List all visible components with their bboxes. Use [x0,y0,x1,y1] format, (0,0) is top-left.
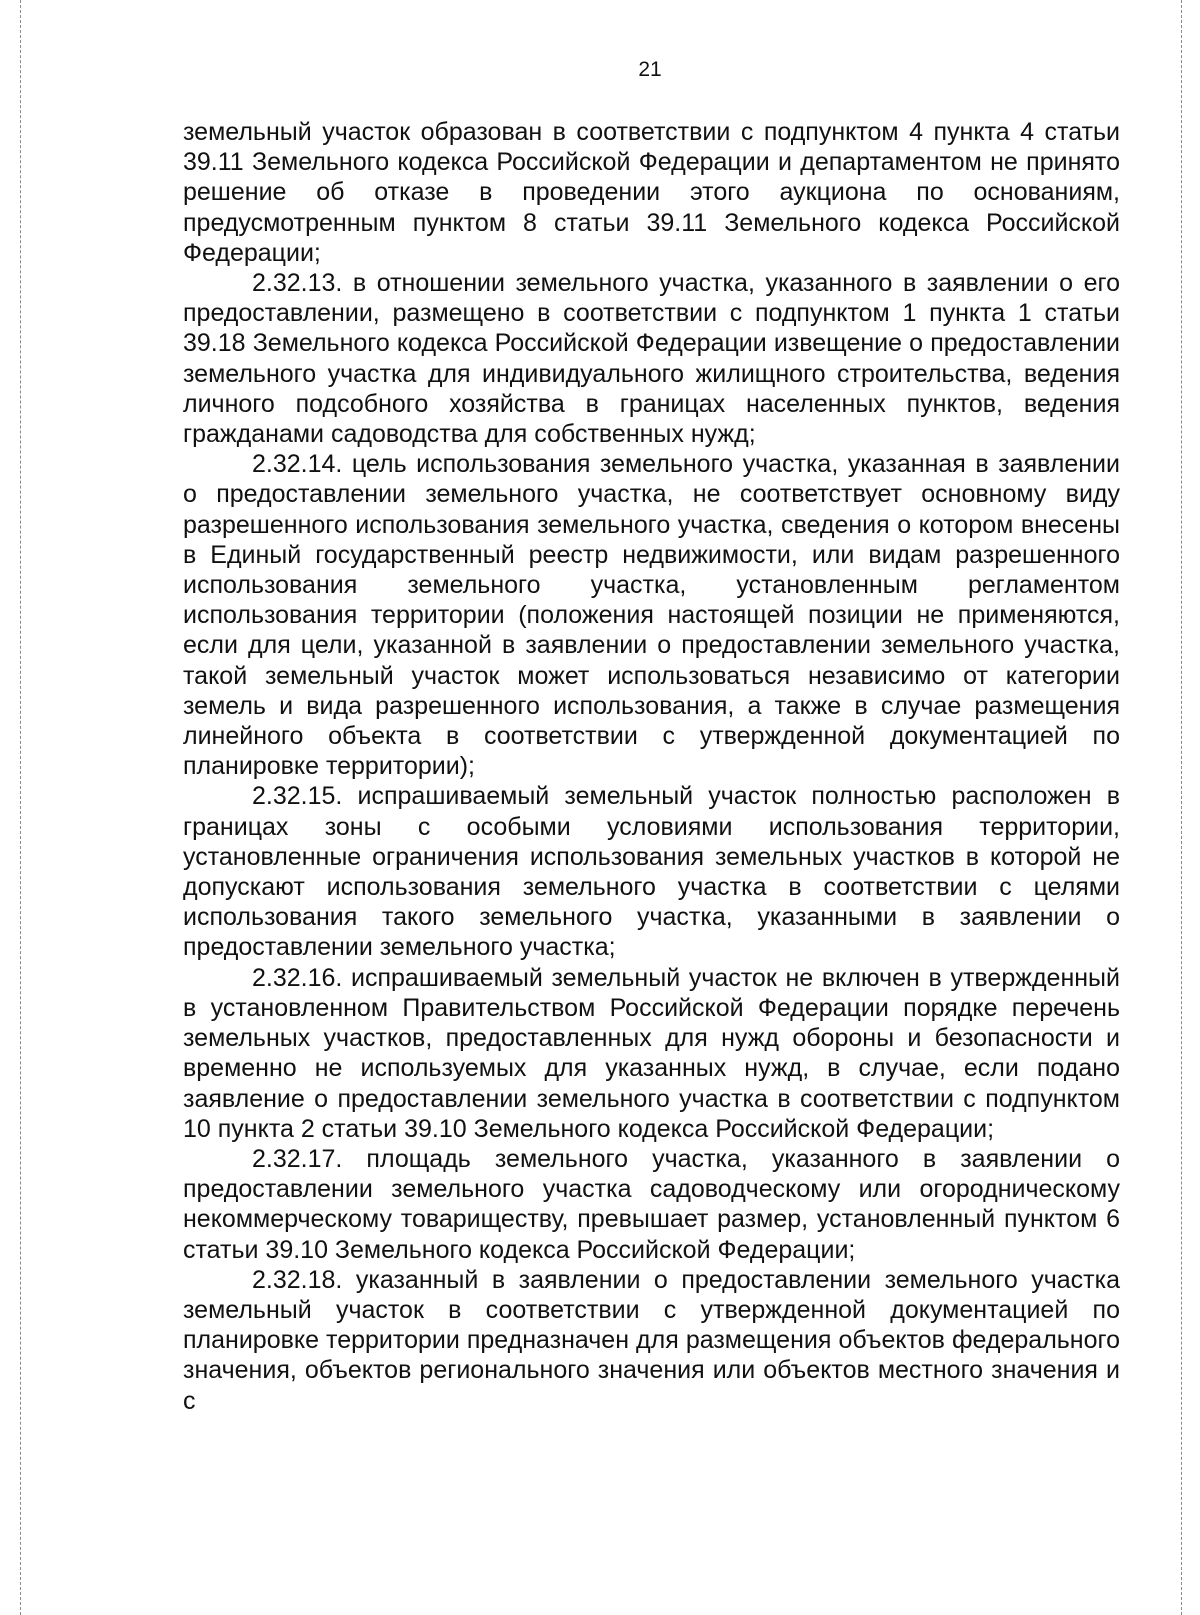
right-scan-edge [1181,0,1182,1615]
paragraph-continuation: земельный участок образован в соответствии с подпунктом 4 пункта 4 статьи 39.11 Земельного кодекса Российской Федерации и департаментом не принято решение об отказе в проведении этого аукциона по основаниям, предусмотренным пунктом 8 статьи 39.11 Земельного кодекса Российской Федерации; [183,118,1120,267]
left-scan-edge [20,0,21,1615]
paragraph-2-32-13: 2.32.13. в отношении земельного участка, указанного в заявлении о его предоставлении, размещено в соответствии с подпунктом 1 пункта 1 статьи 39.18 Земельного кодекса Российской Федерации извещение о предоставлении земельного участка для индивидуального жилищного строительства, ведения личного подсобного хозяйства в границах населенных пунктов, ведения гражданами садоводства для собственных нужд; [183,269,1120,449]
paragraph-2-32-16: 2.32.16. испрашиваемый земельный участок не включен в утвержденный в установленном Правительством Российской Федерации порядке перечень земельных участков, предоставленных для нужд обороны и безопасности и временно не используемых для указанных нужд, в случае, если подано заявление о предоставлении земельного участка в соответствии с подпунктом 10 пункта 2 статьи 39.10 Земельного кодекса Российской Федерации; [183,963,1120,1143]
paragraph-2-32-14: 2.32.14. цель использования земельного участка, указанная в заявлении о предоставлении земельного участка, не соответствует основному виду разрешенного использования земельного участка, сведения о котором внесены в Единый государственный реестр недвижимости, или видам разрешенного использования земельного участка, установленным регламентом использования территории (положения настоящей позиции не применяются, если для цели, указанной в заявлении о предоставлении земельного участка, такой земельный участок может использоваться независимо от категории земель и вида разрешенного использования, а также в случае размещения линейного объекта в соответствии с утвержденной документацией по планировке территории); [183,450,1120,781]
paragraph-2-32-18: 2.32.18. указанный в заявлении о предоставлении земельного участка земельный участок в соответствии с утвержденной документацией по планировке территории предназначен для размещения объектов федерального значения, объектов регионального значения или объектов местного значения и с [183,1265,1120,1415]
page-number: 21 [638,58,662,81]
document-body [183,117,1120,1416]
paragraph-2-32-17: 2.32.17. площадь земельного участка, указанного в заявлении о предоставлении земельного участка садоводческому или огородническому некоммерческому товариществу, превышает размер, установленный пунктом 6 статьи 39.10 Земельного кодекса Российской Федерации; [183,1144,1120,1264]
paragraph-2-32-15: 2.32.15. испрашиваемый земельный участок полностью расположен в границах зоны с особыми условиями использования территории, установленные ограничения использования земельных участков в которой не допускают использования земельного участка в соответствии с целями использования такого земельного участка, указанными в заявлении о предоставлении земельного участка; [183,782,1120,962]
